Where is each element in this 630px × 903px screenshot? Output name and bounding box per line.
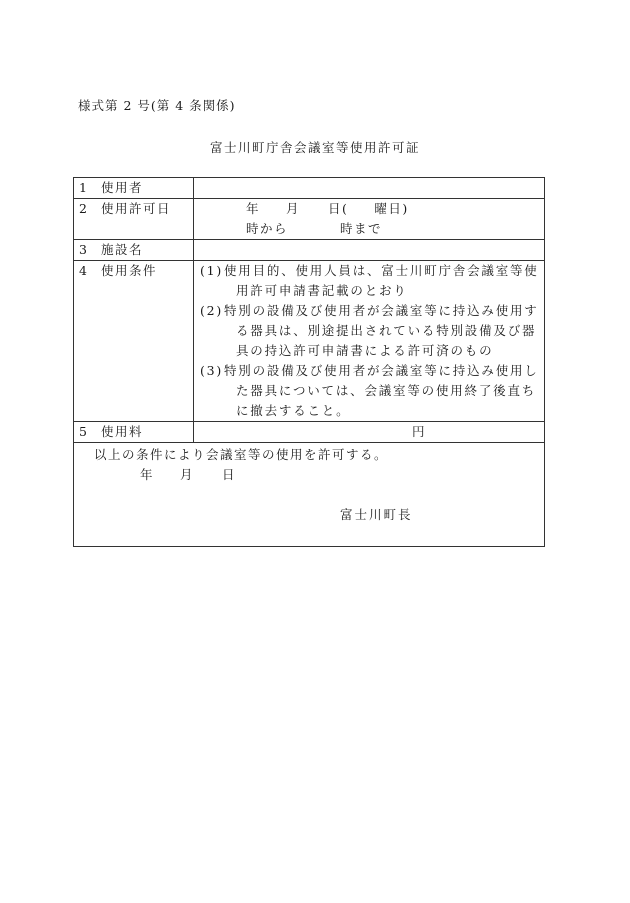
label-text: 使用料: [101, 424, 144, 439]
user-value-field[interactable]: [194, 178, 545, 199]
row-number: 1: [79, 180, 89, 195]
condition-item: [200, 301, 542, 361]
row-approval: [74, 443, 545, 547]
condition-item: [200, 361, 542, 421]
row-user: [74, 178, 545, 199]
date-line: [194, 199, 544, 219]
issuer-name: 富士川町長: [340, 507, 413, 522]
fee-value-field[interactable]: [194, 422, 545, 443]
condition-number: (1): [200, 263, 224, 278]
day-label: 日(: [328, 201, 349, 216]
label-text: 使用者: [101, 180, 144, 195]
label-text: 施設名: [101, 242, 144, 257]
row-conditions: [74, 261, 545, 422]
year-label: 年: [246, 201, 261, 216]
time-line: [194, 219, 544, 239]
approval-date: [140, 465, 236, 485]
label-text: 使用条件: [101, 263, 158, 278]
page-title: 富士川町庁舎会議室等使用許可証: [209, 140, 420, 155]
condition-number: (2): [200, 303, 224, 318]
permit-table: [73, 177, 545, 547]
condition-text: 特別の設備及び使用者が会議室等に持込み使用する器具は、別途提出されている特別設備及び器具の持込許可申請書による許可済のもの: [224, 303, 539, 358]
approval-section: [74, 443, 545, 547]
row-period-label: [74, 199, 194, 240]
time-from-label: 時から: [246, 221, 289, 236]
yen-unit: 円: [411, 424, 426, 439]
row-number: 2: [79, 201, 89, 216]
row-fee-label: [74, 422, 194, 443]
row-facility: [74, 240, 545, 261]
facility-value-field[interactable]: [194, 240, 545, 261]
weekday-label: 曜日): [374, 201, 409, 216]
condition-text: 使用目的、使用人員は、富士川町庁舎会議室等使用許可申請書記載のとおり: [224, 263, 539, 298]
month-label: 月: [180, 467, 195, 482]
approval-statement: 以上の条件により会議室等の使用を許可する。: [94, 447, 389, 462]
condition-item: [200, 261, 542, 301]
time-to-label: 時まで: [340, 221, 383, 236]
row-facility-label: [74, 240, 194, 261]
month-label: 月: [286, 201, 301, 216]
row-number: 3: [79, 242, 89, 257]
label-text: 使用許可日: [101, 201, 172, 216]
period-value-field[interactable]: [194, 199, 545, 240]
form-number: 様式第 2 号(第 4 条関係): [78, 98, 236, 113]
condition-number: (3): [200, 363, 224, 378]
row-number: 4: [79, 263, 89, 278]
row-number: 5: [79, 424, 89, 439]
row-period: [74, 199, 545, 240]
condition-text: 特別の設備及び使用者が会議室等に持込み使用した器具については、会議室等の使用終了後直ちに撤去すること。: [224, 363, 539, 418]
day-label: 日: [222, 467, 237, 482]
row-fee: [74, 422, 545, 443]
conditions-list: [194, 261, 545, 422]
year-label: 年: [140, 467, 155, 482]
row-user-label: [74, 178, 194, 199]
row-conditions-label: [74, 261, 194, 422]
